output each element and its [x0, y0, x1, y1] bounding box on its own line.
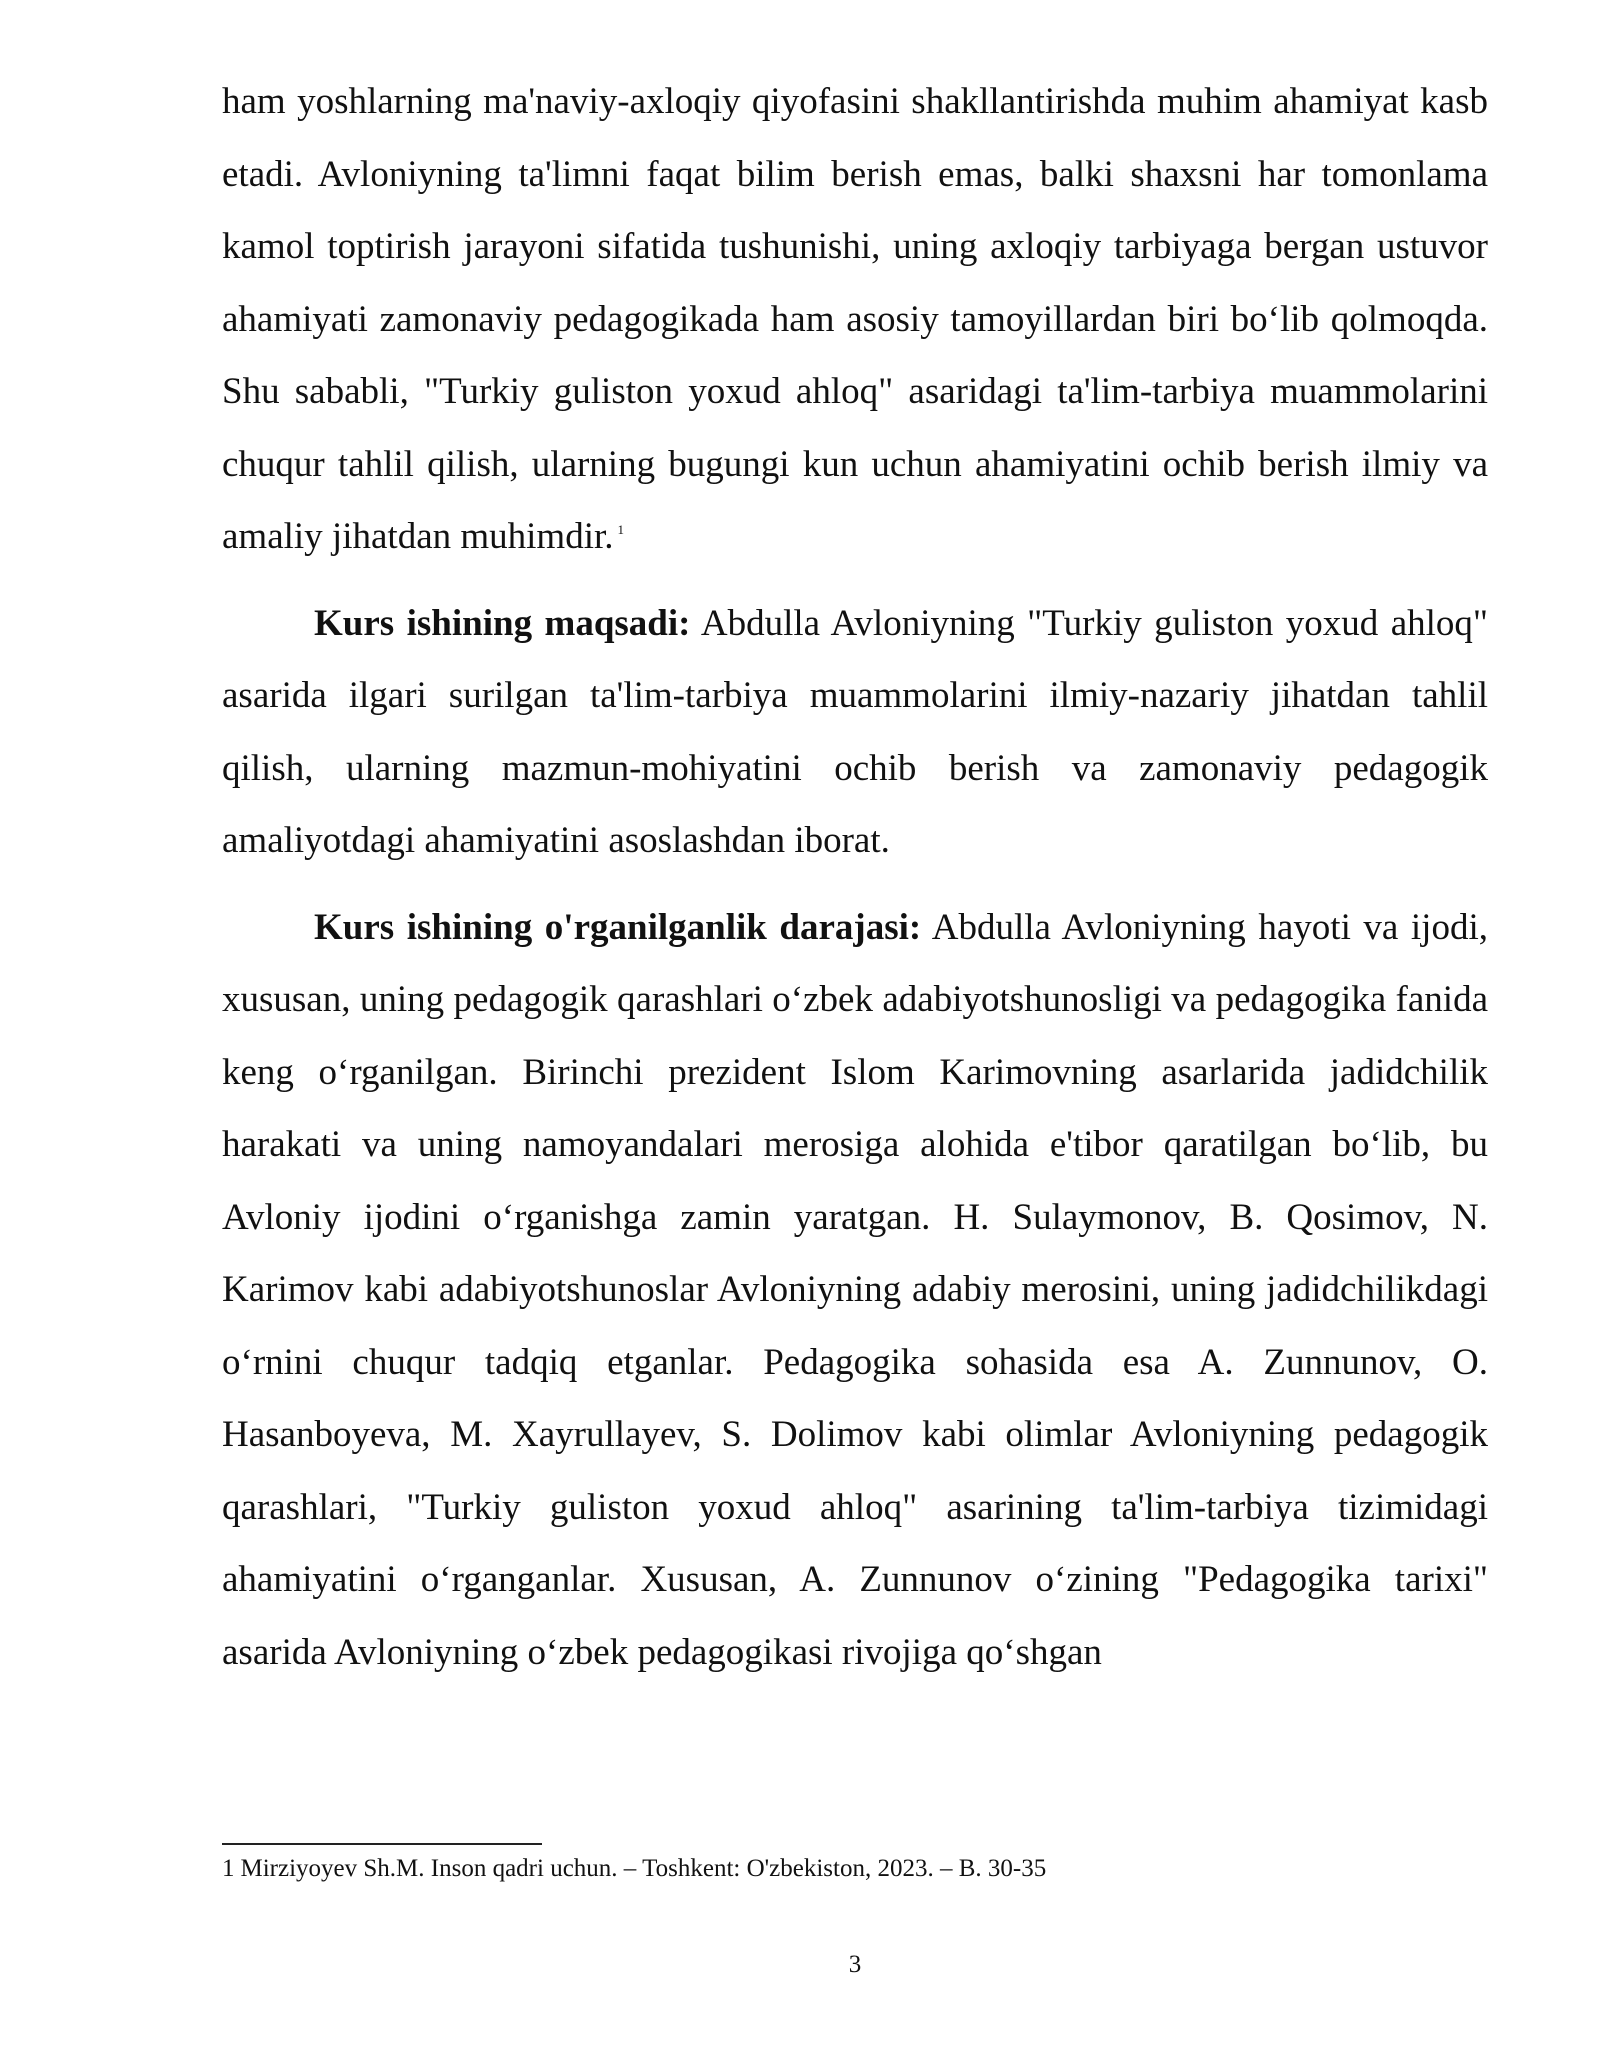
footnote-reference[interactable]: 1	[617, 522, 625, 537]
paragraph-text: ham yoshlarning ma'naviy-axloqiy qiyofasini shakllantirishda muhim ahamiyat kasb etadi. Avloniyning ta'limni faqat bilim berish emas, balki shaxsni har tomonlama kamol toptirish jarayoni sifatida tushunishi, uning axloqiy tarbiyaga bergan ustuvor ahamiyati zamonaviy pedagogikada ham asosiy tamoyillardan biri boʻlib qolmoqda. Shu sababli, "Turkiy guliston yoxud ahloq" asaridagi ta'lim-tarbiya muammolarini chuqur tahlil qilish, ularning bugungi kun uchun ahamiyatini ochib berish ilmiy va amaliy jihatdan muhimdir.	[222, 81, 1488, 557]
section-heading-study-level: Kurs ishining o'rganilganlik darajasi:	[314, 906, 922, 948]
footnote-text: Mirziyoyev Sh.M. Inson qadri uchun. – Toshkent: O'zbekiston, 2023. – B. 30-35	[240, 1855, 1047, 1882]
section-heading-goal: Kurs ishining maqsadi:	[314, 602, 691, 644]
paragraph-text: Abdulla Avloniyning "Turkiy guliston yoxud ahloq" asarida ilgari surilgan ta'lim-tarbiya muammolarini ilmiy-nazariy jihatdan tahlil qilish, ularning mazmun-mohiyatini ochib berish va zamonaviy pedagogik amaliyotdagi ahamiyatini asoslashdan iborat.	[222, 602, 1488, 861]
footnote-separator	[222, 1843, 542, 1845]
document-page	[222, 66, 1488, 1689]
body-paragraph-1	[222, 66, 1488, 574]
body-paragraph-goal	[222, 588, 1488, 878]
paragraph-text: Abdulla Avloniyning hayoti va ijodi, xususan, uning pedagogik qarashlari oʻzbek adabiyotshunosligi va pedagogika fanida keng oʻrganilgan. Birinchi prezident Islom Karimovning asarlarida jadidchilik harakati va uning namoyandalari merosiga alohida e'tibor qaratilgan boʻlib, bu Avloniy ijodini oʻrganishga zamin yaratgan. H. Sulaymonov, B. Qosimov, N. Karimov kabi adabiyotshunoslar Avloniyning adabiy merosini, uning jadidchilikdagi oʻrnini chuqur tadqiq etganlar. Pedagogika sohasida esa A. Zunnunov, O. Hasanboyeva, M. Xayrullayev, S. Dolimov kabi olimlar Avloniyning pedagogik qarashlari, "Turkiy guliston yoxud ahloq" asarining ta'lim-tarbiya tizimidagi ahamiyatini oʻrganganlar. Xususan, A. Zunnunov oʻzining "Pedagogika tarixi" asarida Avloniyning oʻzbek pedagogikasi rivojiga qoʻshgan	[222, 906, 1488, 1673]
page-number: 3	[848, 1951, 862, 1978]
footnote-number: 1	[222, 1855, 235, 1882]
body-paragraph-study-level	[222, 892, 1488, 1690]
footnote	[222, 1852, 1488, 1886]
